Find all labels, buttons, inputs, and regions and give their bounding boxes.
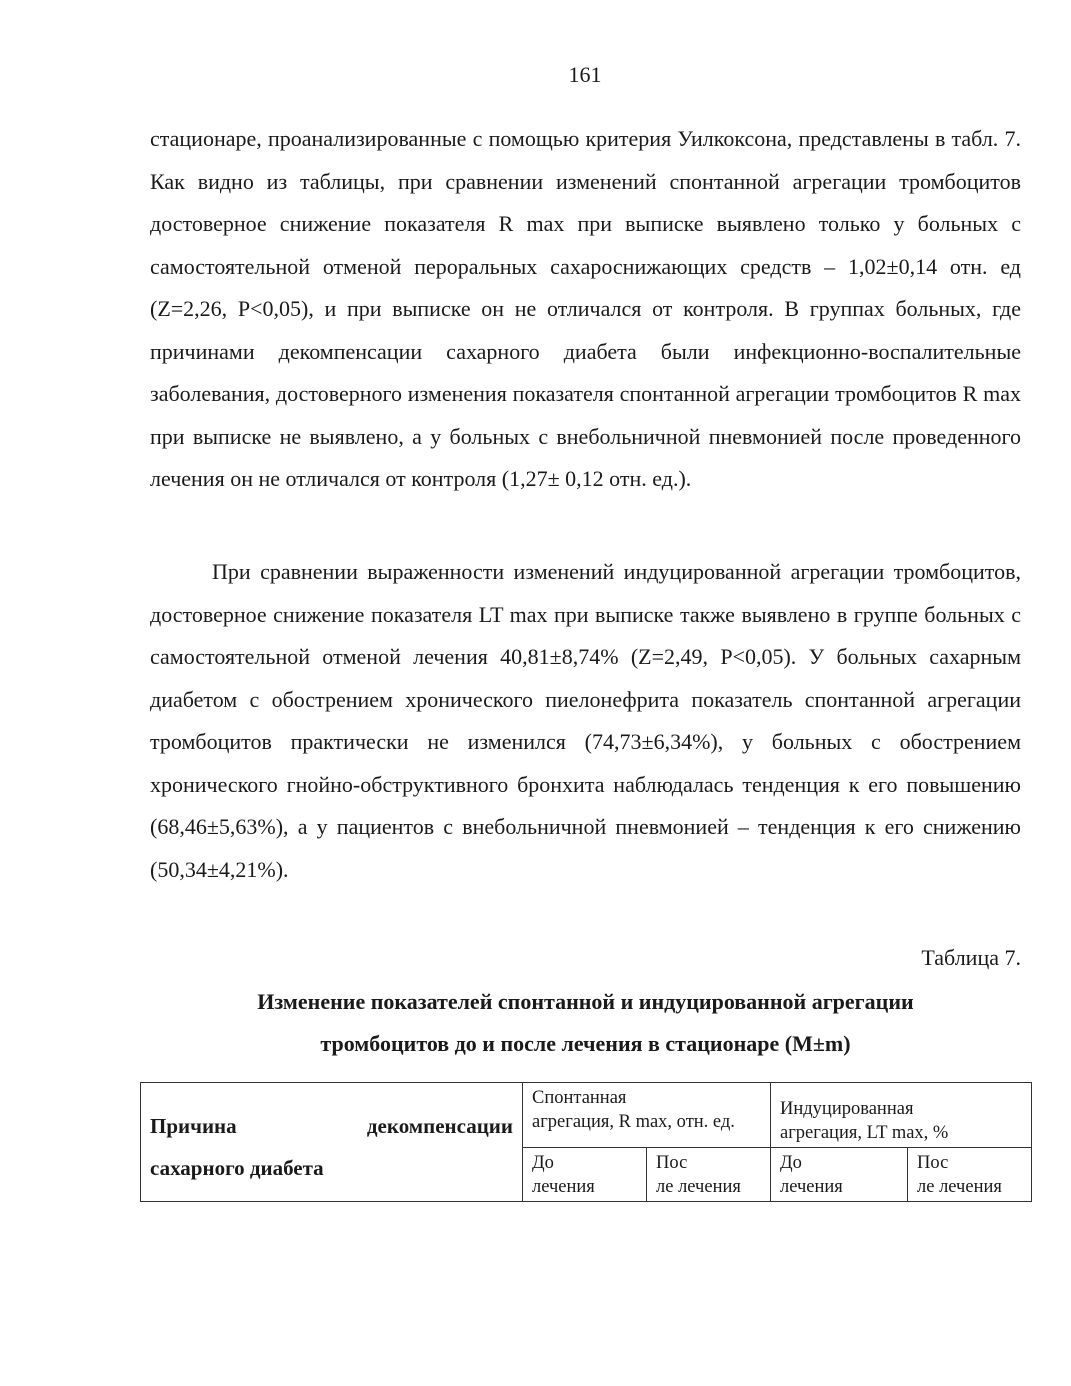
induced-aggregation-header (771, 1083, 1032, 1148)
spontaneous-after-header (647, 1148, 771, 1202)
spontaneous-before-header (523, 1148, 647, 1202)
spontaneous-after-line-2: ле лечения (656, 1177, 741, 1197)
induced-after-header (908, 1148, 1032, 1202)
paragraph-1: стационаре, проанализированные с помощью критерия Уилкоксона, представлены в табл. 7. Как видно из таблицы, при сравнении изменений спонтанной агрегации тромбоцитов достоверное снижение показателя R max при выписке выявлено только у больных с самостоятельной отменой пероральных сахароснижающих средств – 1,02±0,14 отн. ед (Z=2,26, P<0,05), и при выписке он не отличался от контроля. В группах больных, где причинами декомпенсации сахарного диабета были инфекционно-воспалительные заболевания, достоверного изменения показателя спонтанной агрегации тромбоцитов R max при выписке не выявлено, а у больных с внебольничной пневмонией после проведенного лечения он не отличался от контроля (1,27± 0,12 отн. ед.). (150, 126, 1021, 491)
page-number: 161 (568, 62, 602, 87)
induced-header-detail: агрегация, LT max, % (780, 1123, 949, 1143)
data-table (140, 1082, 1032, 1202)
reason-header-line-1: Причина декомпенсации (150, 1114, 513, 1138)
induced-before-line-1: До (780, 1153, 802, 1173)
induced-after-line-1: Пос (917, 1153, 949, 1173)
spontaneous-aggregation-header (523, 1083, 771, 1148)
table-caption-line-2: тромбоцитов до и после лечения в стационаре (M±m) (320, 1031, 851, 1056)
induced-before-line-2: лечения (780, 1177, 843, 1197)
table-label: Таблица 7. (921, 945, 1021, 970)
spontaneous-header-detail: агрегация, R max, отн. ед. (532, 1112, 735, 1132)
table-caption-line-1: Изменение показателей спонтанной и индуцированной агрегации (257, 989, 914, 1014)
spontaneous-after-line-1: Пос (656, 1153, 688, 1173)
spontaneous-header-title: Спонтанная (532, 1088, 627, 1108)
reason-header-line-2: сахарного диабета (150, 1156, 324, 1180)
paragraph-2: При сравнении выраженности изменений индуцированной агрегации тромбоцитов, достоверное снижение показателя LT max при выписке также выявлено в группе больных с самостоятельной отменой лечения 40,81±8,74% (Z=2,49, P<0,05). У больных сахарным диабетом с обострением хронического пиелонефрита показатель спонтанной агрегации тромбоцитов практически не изменился (74,73±6,34%), у больных с обострением хронического гнойно-обструктивного бронхита наблюдалась тенденция к его повышению (68,46±5,63%), а у пациентов с внебольничной пневмонией – тенденция к его снижению (50,34±4,21%). (150, 559, 1021, 882)
table-caption (150, 981, 1021, 1065)
induced-header-title: Индуцированная (780, 1099, 914, 1119)
table-header-row (141, 1083, 1032, 1148)
spontaneous-before-line-1: До (532, 1153, 554, 1173)
induced-before-header (771, 1148, 908, 1202)
induced-after-line-2: ле лечения (917, 1177, 1002, 1197)
reason-column-header (141, 1083, 523, 1202)
spontaneous-before-line-2: лечения (532, 1177, 595, 1197)
